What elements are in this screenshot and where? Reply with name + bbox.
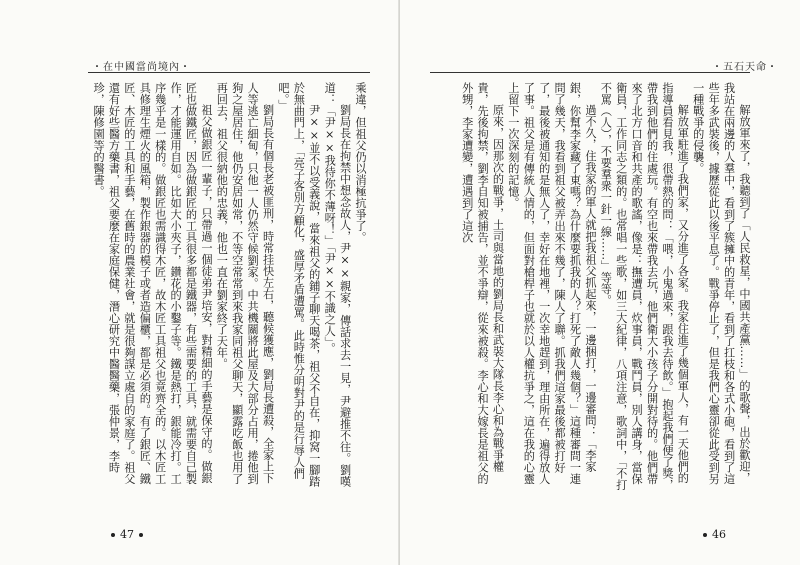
paragraph: 劉局長在拘禁中想念故人，尹××親家，傳話求去一見，尹避推不往。劉嘆道：「尹××我待你不薄呀！」「尹××不識之人」。	[323, 82, 352, 488]
paragraph: 解放軍駐進了我們家，又分進了各家。我家住進了幾個軍人，有一天他們的指導員看見我，很帶熱的問：「喂，小鬼過來，跟我去待飲。」抱起我們便了獎，帶我到他們的住處玩。有空也來帶我去玩，他們衛大小孩子分開對待的。他們帶來了北方口音和共產的歌謠，像是：撫遭員，炊事員，戰鬥員，別人講身，當保衛員，工作同志之類的。也常唱一些歌，如三大紀律，八項注意，歌詞中，「不打不罵（人），不要羣衆一針一線……」等等。	[599, 82, 690, 491]
body-text	[90, 82, 368, 492]
page-number	[106, 528, 148, 541]
bullet-icon	[111, 533, 115, 537]
running-head: ・在中國當尚境內・	[92, 62, 191, 73]
body-text	[430, 82, 752, 492]
header-rule	[430, 72, 750, 73]
page-number-value: 47	[120, 528, 134, 541]
paragraph: 尹××並不以受義說，當來祖父的鋪子聊天喝茶，祖父不自在，抑窝一腳踏於無曲門上，「亮子客別方顧化，盛厚矛盾遭罵。此時惟分明對尹的是行辱人們吧。」	[276, 82, 321, 488]
running-head: ・五石天命・	[712, 62, 778, 73]
header-rule	[88, 72, 370, 73]
page-number-value: 46	[712, 528, 726, 541]
paragraph: 乘違，但祖父仍以消極抗爭了。	[354, 82, 367, 243]
paragraph: 原來，因那次的戰爭，土司與當地的劉局長和武裝大隊長李心和為戰爭權貴，先後拘禁，劉李自知被捕告，並不爭辯，從來被殺。李心和大嫁長是祖父的外甥，李家遭變，遭遇到了這次	[460, 82, 505, 485]
right-page	[400, 0, 800, 565]
paragraph: 祖父做銀匠一輩子，只帶過一個徒弟尹培安，對精細的手藝是保守的。做銀匠也做鐵匠，因為做銀匠的工具很多都是鐵器，有些需要的工具，就需要自己製作，才能運用自如。比如大小夾子，鑽花的小鑿子等。鐵是熱打，銀能冷打。工序幾乎是一樣的。做銀匠也需識得木匠，故木匠工具祖父也竟齊全的。以木匠工具修理生煙火的風箱，製作銀器的模子或者造偏櫃，都是必須的。有了銀匠、鐵匠、木匠的工具和手藝，在舊時的農業社會，就是很夠謀立處自的家庭了。祖父還有好些醫方藥書，祖父要麼在家庭保健，潛心研究中醫醫藥，張仲景，李時珍，陳修園等的醫書。	[92, 82, 213, 485]
bullet-icon	[139, 533, 143, 537]
page-number	[698, 528, 726, 541]
bullet-icon	[703, 533, 707, 537]
paragraph: 解放軍來了，我聽到了「人民救星，中國共產黨……」的歌聲，出於歡迎，我站在兩邊的人羣中，看到了簇擁中的青年，看到了扛枝和各式小砲，看到了這些年多武裝後，據歷從此以後平息了。戰爭停止了，但是我們心靈卻從此受到另一種戰爭的侵襲。	[691, 82, 751, 485]
paragraph: 過不久，住我家的軍人就把我祖父抓起來，一邊捆打，一邊審問：「李家銀，你幫李家藏了東嗎？為什麼要抓我的人？打死了敵人幾個？」這種審問一連問了幾天，我看到祖父被弄出來不幾了，陳人了聯。抓我們這家最後都被打好了，最後被通知的是無人了，幸好在地裡，一次幸地趕到，理由所在，遍得放人了事。祖父是有傳統人情的，但面對槍桿子也就於以人權抗爭之，這在我的心靈上留下一次深刻的記憶。	[506, 82, 597, 485]
paragraph: 劉局長有個長老被匪刑，時常挂快左右，聽候獲應，劉局長遭殺，全家上下人等逃亡細甸，只他一人仍然守候劉家。中共機關將此屋及大部分占用，捲他到狗之屋居住，他仍安居如常，不等空常常到來我家同祖父聊天，顯露吃飯也用了再回去，祖父很納他的忠義，他也一直在劉家終了天年。	[215, 82, 275, 485]
